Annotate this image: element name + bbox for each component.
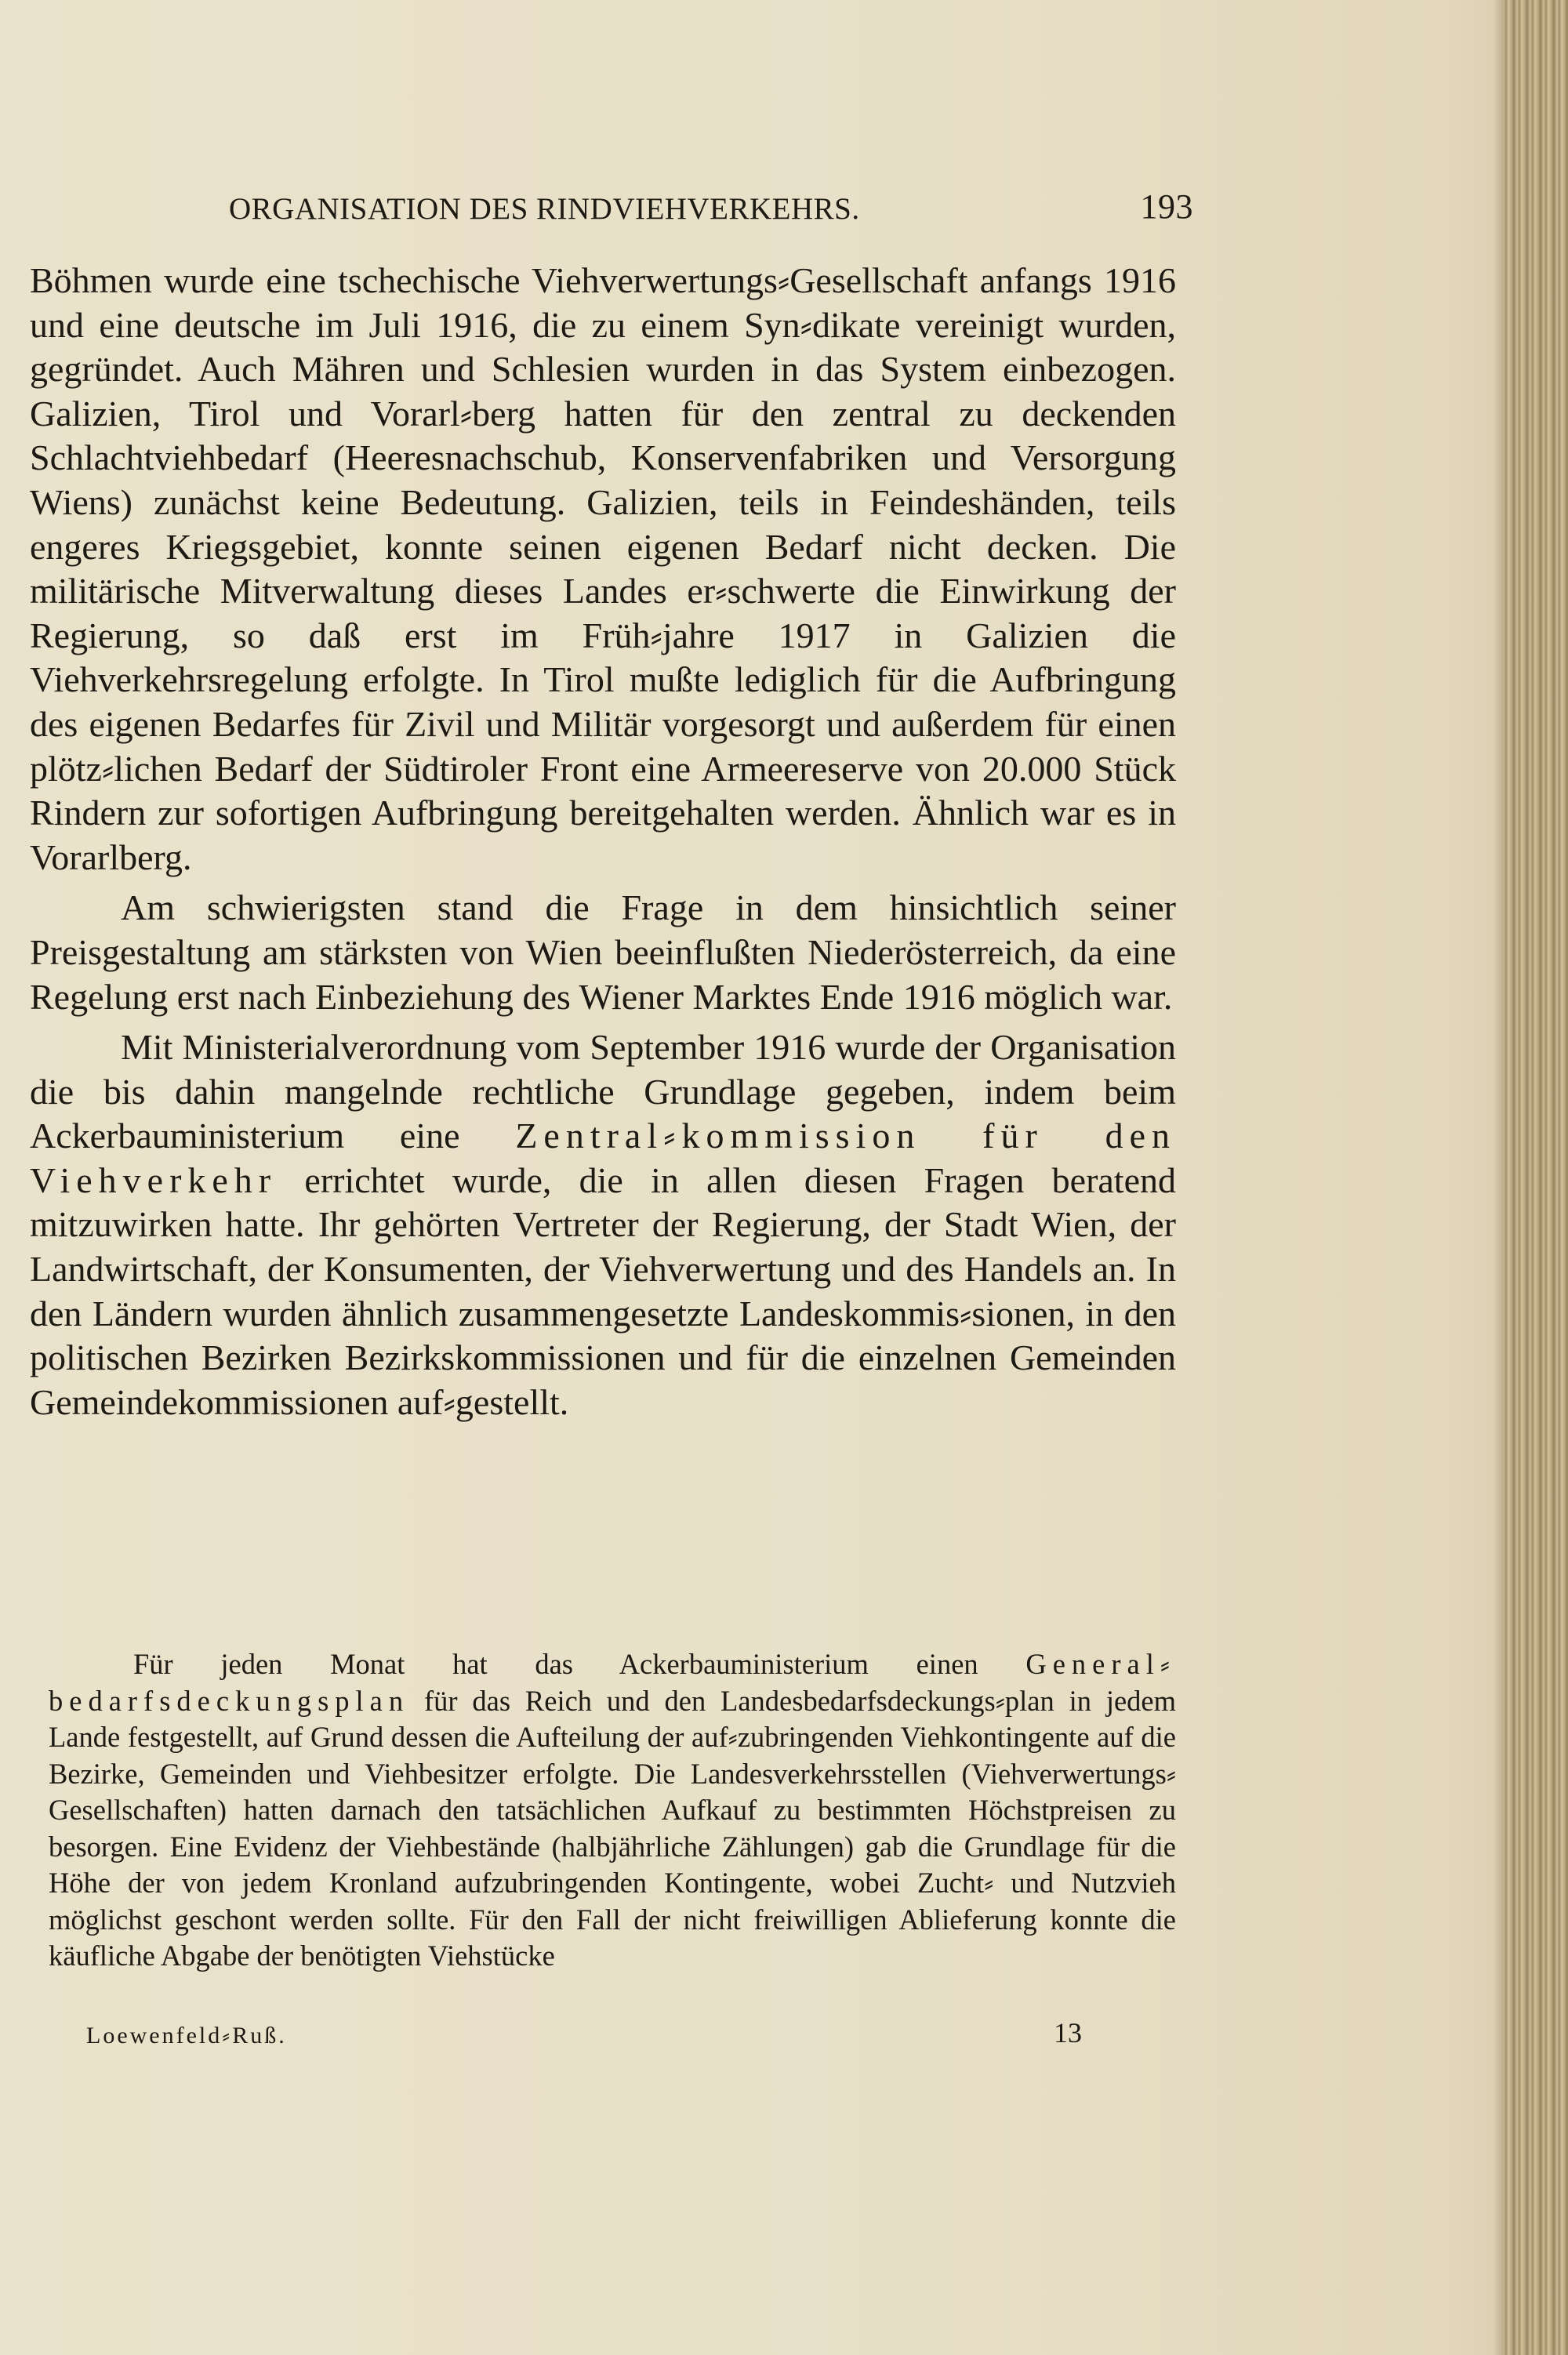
footnote-end: für das Reich und den Landesbedarfsdeckungs⸗plan in jedem Lande festgestellt, auf Grund dessen die Aufteilung der auf⸗zubringenden Viehkontingente auf die Bezirke, Gemeinden und Viehbesitzer erfolgte. Die Landesverkehrsstellen (Viehverwertungs⸗Gesellschaften) hatten darnach den tatsächlichen Aufkauf zu bestimmten Höchstpreisen zu besorgen. Eine Evidenz der Viehbestände (halbjährliche Zählungen) gab die Grundlage für die Höhe der von jedem Kronland aufzubringenden Kontingente, wobei Zucht⸗ und Nutzvieh möglichst geschont werden sollte. Für den Fall der nicht freiwilligen Ablieferung konnte die käufliche Abgabe der benötigten Viehstücke [49, 1684, 1177, 1972]
page-footer [86, 2016, 1082, 2056]
sheet-number: 13 [1054, 2017, 1082, 2048]
footnote-start: Für jeden Monat hat das Ackerbauministerium einen [133, 1648, 978, 1680]
paragraph-3 [30, 1025, 1176, 1424]
signature-mark: Loewenfeld⸗Ruß. [86, 2023, 287, 2048]
paragraph-3-end: errichtet wurde, die in allen diesen Fragen beratend mitzuwirken hatte. Ihr gehörten Vertreter der Regierung, der Stadt Wien, der Landwirtschaft, der Konsumenten, der Viehverwertung und des Handels an. In den Ländern wurden ähnlich zusammengesetzte Landeskommis⸗sionen, in den politischen Bezirken Bezirkskommissionen und für die einzelnen Gemeinden Gemeindekommissionen auf⸗gestellt. [30, 1159, 1177, 1422]
spaced-term-zentralkommission: Zentral⸗kommission für den Viehverkehr [30, 1116, 1176, 1200]
page-number: 193 [1140, 187, 1193, 226]
page-edge-gutter [1504, 0, 1568, 2355]
running-title: ORGANISATION DES RINDVIEHVERKEHRS. [229, 192, 860, 226]
main-text [30, 259, 1176, 1424]
footnote [49, 1646, 1176, 1975]
paragraph-1: Böhmen wurde eine tschechische Viehverwertungs⸗Gesellschaft anfangs 1916 und eine deutsche im Juli 1916, die zu einem Syn⸗dikate vereinigt wurden, gegründet. Auch Mähren und Schlesien wurden in das System einbezogen. Galizien, Tirol und Vorarl⸗berg hatten für den zentral zu deckenden Schlachtviehbedarf (Heeresnachschub, Konservenfabriken und Versorgung Wiens) zunächst keine Bedeutung. Galizien, teils in Feindeshänden, teils engeres Kriegsgebiet, konnte seinen eigenen Bedarf nicht decken. Die militärische Mitverwaltung dieses Landes er⸗schwerte die Einwirkung der Regierung, so daß erst im Früh⸗jahre 1917 in Galizien die Viehverkehrsregelung erfolgte. In Tirol mußte lediglich für die Aufbringung des eigenen Bedarfes für Zivil und Militär vorgesorgt und außerdem für einen plötz⸗lichen Bedarf der Südtiroler Front eine Armeereserve von 20.000 Stück Rindern zur sofortigen Aufbringung bereitgehalten werden. Ähnlich war es in Vorarlberg. [30, 260, 1176, 877]
paragraph-3-start: Mit Ministerialverordnung vom September 1916 wurde der Organisation die bis dahin mangelnde rechtliche Grundlage gegeben, indem beim Ackerbauministerium eine [30, 1027, 1176, 1156]
binding-shadow [1493, 0, 1504, 2355]
paragraph-2: Am schwierigsten stand die Frage in dem hinsichtlich seiner Preisgestaltung am stärksten von Wien beeinflußten Niederösterreich, da eine Regelung erst nach Einbeziehung des Wiener Marktes Ende 1916 möglich war. [30, 887, 1176, 1017]
spaced-term-generalbedarfsdeckungsplan: General⸗bedarfsdeckungsplan [49, 1648, 1177, 1717]
running-header [229, 187, 1193, 234]
